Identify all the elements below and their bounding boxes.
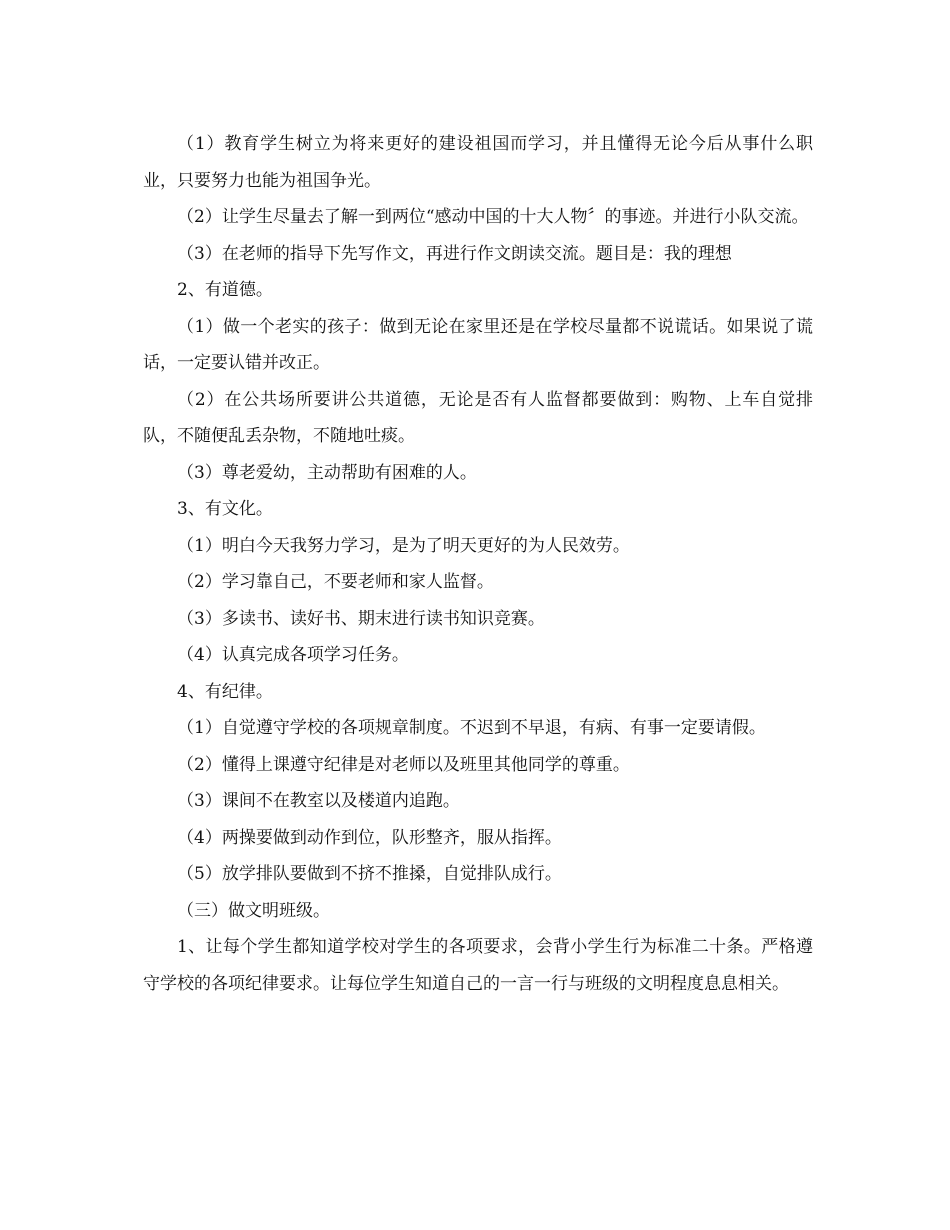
- paragraph-9: （1）明白今天我努力学习，是为了明天更好的为人民效劳。: [177, 535, 630, 556]
- section-heading-civilized-class: （三）做文明班级。: [177, 900, 330, 921]
- paragraph-16: （3）课间不在教室以及楼道内追跑。: [177, 791, 460, 811]
- paragraph-10: （2）学习靠自己，不要老师和家人监督。: [177, 572, 494, 592]
- paragraph-6: （2）在公共场所要讲公共道德，无论是否有人监督都要做到：购物、上车自觉排队，不随便乱丢杂物，不随地吐痰。: [143, 389, 813, 446]
- paragraph-18: （5）放学排队要做到不挤不推搡，自觉排队成行。: [177, 864, 562, 884]
- paragraph-14: （1）自觉遵守学校的各项规章制度。不迟到不早退，有病、有事一定要请假。: [177, 718, 766, 738]
- paragraph-3: （3）在老师的指导下先写作文，再进行作文朗读交流。题目是：我的理想: [177, 243, 732, 264]
- section-heading-morality: 2、有道德。: [177, 280, 273, 300]
- paragraph-17: （4）两操要做到动作到位，队形整齐，服从指挥。: [177, 827, 562, 848]
- paragraph-15: （2）懂得上课遵守纪律是对老师以及班里其他同学的尊重。: [177, 754, 630, 775]
- paragraph-20: 1、让每个学生都知道学校对学生的各项要求，会背小学生行为标准二十条。严格遵守学校的各项纪律要求。让每位学生知道自己的一言一行与班级的文明程度息息相关。: [143, 937, 813, 994]
- paragraph-7: （3）尊老爱幼，主动帮助有困难的人。: [177, 462, 477, 483]
- section-heading-culture: 3、有文化。: [177, 499, 273, 519]
- paragraph-11: （3）多读书、读好书、期末进行读书知识竞赛。: [177, 608, 545, 629]
- document-body: [143, 126, 813, 1002]
- paragraph-2: （2）让学生尽量去了解一到两位“感动中国的十大人物〞的事迹。并进行小队交流。: [177, 207, 809, 227]
- paragraph-1: （1）教育学生树立为将来更好的建设祖国而学习，并且懂得无论今后从事什么职业，只要努力也能为祖国争光。: [143, 134, 813, 191]
- paragraph-5: （1）做一个老实的孩子：做到无论在家里还是在学校尽量都不说谎话。如果说了谎话，一定要认错并改正。: [143, 316, 813, 373]
- paragraph-12: （4）认真完成各项学习任务。: [177, 645, 409, 665]
- section-heading-discipline: 4、有纪律。: [177, 681, 273, 702]
